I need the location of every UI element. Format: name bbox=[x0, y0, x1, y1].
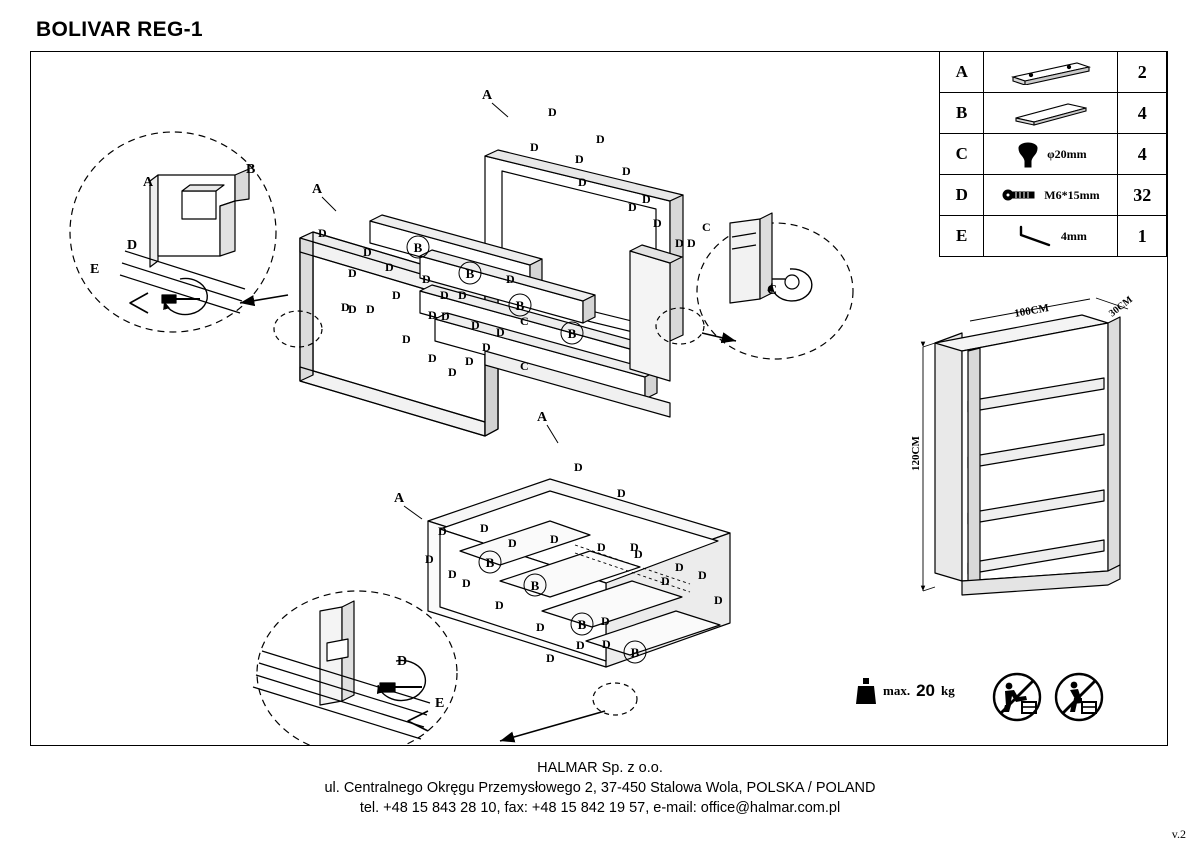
svg-text:D: D bbox=[441, 309, 450, 323]
svg-text:D: D bbox=[642, 192, 651, 206]
svg-text:D: D bbox=[698, 568, 707, 582]
svg-text:D: D bbox=[397, 654, 408, 669]
svg-text:D: D bbox=[341, 300, 350, 314]
svg-text:B: B bbox=[630, 645, 640, 660]
svg-text:D: D bbox=[480, 521, 489, 535]
part-image-cell bbox=[984, 134, 1118, 175]
svg-text:D: D bbox=[601, 614, 610, 628]
svg-text:D: D bbox=[530, 140, 539, 154]
svg-text:D: D bbox=[422, 272, 431, 286]
part-spec: φ20mm bbox=[1047, 146, 1087, 161]
svg-text:C: C bbox=[520, 359, 529, 373]
footer-contact: tel. +48 15 843 28 10, fax: +48 15 842 19 57, e-mail: office@halmar.com.pl bbox=[359, 800, 841, 816]
svg-text:D: D bbox=[622, 164, 631, 178]
svg-text:D: D bbox=[425, 552, 434, 566]
bolt-icon bbox=[1002, 187, 1038, 203]
part-letter: A bbox=[940, 52, 984, 93]
svg-text:30CM: 30CM bbox=[1107, 294, 1135, 320]
svg-text:D: D bbox=[448, 567, 457, 581]
svg-text:A: A bbox=[312, 182, 323, 197]
svg-text:D: D bbox=[471, 318, 480, 332]
svg-text:D: D bbox=[348, 266, 357, 280]
svg-text:120CM: 120CM bbox=[910, 436, 922, 471]
svg-text:D: D bbox=[440, 288, 449, 302]
part-image-cell bbox=[984, 216, 1118, 257]
svg-text:D: D bbox=[653, 216, 662, 230]
part-qty: 2 bbox=[1118, 52, 1167, 93]
svg-text:E: E bbox=[435, 696, 445, 711]
weight-icon bbox=[855, 676, 877, 706]
svg-text:B: B bbox=[530, 578, 540, 593]
part-letter: E bbox=[940, 216, 984, 257]
svg-text:D: D bbox=[575, 152, 584, 166]
max-load-indicator bbox=[855, 676, 955, 706]
svg-text:100CM: 100CM bbox=[1013, 302, 1050, 320]
svg-text:D: D bbox=[675, 560, 684, 574]
part-image-cell bbox=[984, 52, 1118, 93]
long-flat-panel-icon bbox=[1007, 59, 1095, 85]
part-letter: C bbox=[940, 134, 984, 175]
footer-company: HALMAR Sp. z o.o. bbox=[537, 760, 663, 776]
svg-text:D: D bbox=[363, 245, 372, 259]
svg-text:D: D bbox=[574, 460, 583, 474]
svg-text:C: C bbox=[520, 314, 529, 328]
svg-text:D: D bbox=[576, 638, 585, 652]
svg-text:D: D bbox=[548, 105, 557, 119]
svg-text:D: D bbox=[597, 540, 606, 554]
svg-text:D: D bbox=[714, 593, 723, 607]
svg-text:D: D bbox=[318, 226, 327, 240]
max-load-prefix: max. bbox=[883, 683, 911, 698]
svg-text:C: C bbox=[702, 220, 711, 234]
svg-text:B: B bbox=[413, 240, 423, 255]
svg-text:D: D bbox=[496, 325, 505, 339]
part-letter: D bbox=[940, 175, 984, 216]
svg-text:D: D bbox=[495, 598, 504, 612]
shelf-board-icon bbox=[1012, 100, 1090, 126]
svg-text:B: B bbox=[465, 266, 475, 281]
svg-text:D: D bbox=[348, 302, 357, 316]
part-letter: B bbox=[940, 93, 984, 134]
svg-text:D: D bbox=[465, 354, 474, 368]
part-image-cell bbox=[984, 93, 1118, 134]
svg-text:B: B bbox=[246, 162, 256, 177]
svg-text:B: B bbox=[567, 326, 577, 341]
svg-text:D: D bbox=[458, 288, 467, 302]
svg-text:D: D bbox=[628, 200, 637, 214]
svg-text:D: D bbox=[546, 651, 555, 665]
page-title: BOLIVAR REG-1 bbox=[36, 18, 203, 41]
svg-text:A: A bbox=[482, 88, 493, 103]
no-sitting-icon bbox=[1054, 672, 1104, 722]
version-label: v.2 bbox=[1171, 827, 1186, 841]
svg-text:D: D bbox=[402, 332, 411, 346]
svg-text:B: B bbox=[577, 617, 587, 632]
svg-text:D: D bbox=[596, 132, 605, 146]
part-qty: 1 bbox=[1118, 216, 1167, 257]
table-row bbox=[940, 93, 1167, 134]
svg-text:E: E bbox=[90, 262, 100, 277]
svg-text:D: D bbox=[366, 302, 375, 316]
svg-text:D: D bbox=[508, 536, 517, 550]
part-qty: 4 bbox=[1118, 93, 1167, 134]
table-row bbox=[940, 175, 1167, 216]
part-qty: 4 bbox=[1118, 134, 1167, 175]
svg-text:D: D bbox=[617, 486, 626, 500]
svg-text:C: C bbox=[767, 283, 778, 298]
footer-address: ul. Centralnego Okręgu Przemysłowego 2, 37-450 Stalowa Wola, POLSKA / POLAND bbox=[324, 780, 876, 796]
max-load-value: 20 bbox=[916, 681, 936, 700]
svg-text:D: D bbox=[462, 576, 471, 590]
table-row bbox=[940, 52, 1167, 93]
svg-text:D: D bbox=[428, 351, 437, 365]
svg-text:B: B bbox=[515, 298, 525, 313]
svg-text:D: D bbox=[438, 524, 447, 538]
part-spec: M6*15mm bbox=[1044, 187, 1100, 202]
allen-key-icon bbox=[1015, 223, 1055, 249]
svg-text:D: D bbox=[448, 365, 457, 379]
svg-text:D: D bbox=[536, 620, 545, 634]
svg-text:D: D bbox=[428, 308, 437, 322]
svg-text:A: A bbox=[394, 491, 405, 506]
part-image-cell bbox=[984, 175, 1118, 216]
svg-text:D: D bbox=[602, 637, 611, 651]
table-row bbox=[940, 134, 1167, 175]
svg-text:D: D bbox=[661, 574, 670, 588]
parts-list-table bbox=[939, 51, 1167, 257]
svg-text:D: D bbox=[675, 236, 684, 250]
svg-text:D: D bbox=[550, 532, 559, 546]
cap-screw-icon bbox=[1015, 139, 1041, 169]
svg-text:D: D bbox=[634, 547, 643, 561]
svg-text:D: D bbox=[578, 175, 587, 189]
svg-text:D: D bbox=[482, 340, 491, 354]
svg-text:D: D bbox=[127, 238, 138, 253]
table-row bbox=[940, 216, 1167, 257]
svg-text:D: D bbox=[385, 260, 394, 274]
svg-text:D: D bbox=[506, 272, 515, 286]
svg-text:B: B bbox=[485, 555, 495, 570]
svg-text:A: A bbox=[143, 175, 154, 190]
warning-icons bbox=[992, 672, 1104, 722]
max-load-unit: kg bbox=[941, 683, 955, 698]
part-qty: 32 bbox=[1118, 175, 1167, 216]
svg-text:D: D bbox=[392, 288, 401, 302]
part-spec: 4mm bbox=[1060, 228, 1087, 243]
footer bbox=[0, 758, 1200, 818]
svg-text:D: D bbox=[687, 236, 696, 250]
no-climbing-icon bbox=[992, 672, 1042, 722]
svg-text:D: D bbox=[630, 540, 639, 554]
svg-text:A: A bbox=[537, 410, 548, 425]
